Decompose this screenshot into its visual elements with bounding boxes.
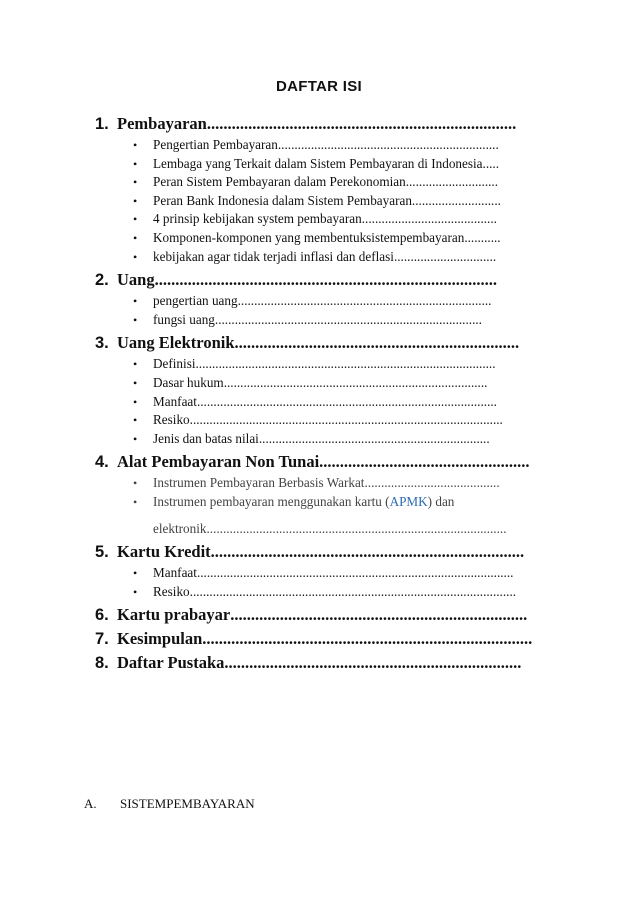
bullet-icon: • (133, 212, 138, 227)
toc-subitem-label: kebijakan agar tidak terjadi inflasi dan deflasi (153, 248, 394, 264)
toc-leader-dots: ................................................................................................ (196, 565, 514, 581)
bullet-icon: • (133, 138, 138, 152)
toc-subitem-label: Lembaga yang Terkait dalam Sistem Pembayaran di Indonesia (153, 155, 483, 171)
toc-subitem[interactable] (95, 229, 565, 248)
toc-leader-dots: ........................................................................ (230, 605, 528, 625)
toc-subitem[interactable] (95, 155, 565, 174)
footer-text: SISTEMPEMBAYARAN (120, 796, 255, 811)
toc-subitem-label: Manfaat (153, 565, 197, 581)
bullet-icon: • (133, 413, 138, 428)
toc-subitem-label: 4 prinsip kebijakan system pembayaran (153, 211, 362, 227)
toc-subitem-label: Peran Bank Indonesia dalam Sistem Pembayaran (153, 192, 412, 208)
toc-leader-dots: ................................................................................... (154, 270, 497, 290)
toc-section-label: Kesimpulan (117, 629, 203, 649)
toc-subitem[interactable] (95, 374, 565, 393)
toc-leader-dots: ........................... (411, 192, 501, 208)
apmk-link[interactable]: APMK (389, 493, 428, 509)
toc-leader-dots: ........................................................................................... (195, 356, 496, 372)
toc-subitem[interactable] (95, 474, 565, 493)
toc-leader-dots: ........................................................................................... (206, 520, 507, 536)
toc-leader-dots: ........... (464, 229, 501, 245)
bullet-icon: • (133, 249, 138, 264)
toc-subitem[interactable] (95, 583, 565, 602)
toc-section-number: 7. (95, 630, 109, 649)
bullet-icon: • (133, 494, 138, 509)
toc-leader-dots: ................................................................... (277, 137, 499, 152)
toc-section-label: Pembayaran (117, 114, 207, 133)
toc-leader-dots: ..... (482, 155, 500, 171)
toc-subitem[interactable] (95, 430, 565, 449)
toc-section-4[interactable] (95, 452, 565, 472)
toc-section-label: Uang Elektronik (117, 333, 235, 353)
toc-subitem[interactable] (95, 493, 565, 512)
bullet-icon: • (133, 193, 138, 208)
footer-letter: A. (84, 796, 97, 811)
toc-leader-dots: ............................................................................. (237, 293, 492, 309)
toc-section-1[interactable] (95, 114, 565, 134)
bullet-icon: • (133, 566, 138, 581)
toc-subitem-label: fungsi uang (153, 311, 215, 327)
toc-leader-dots: ................................................... (319, 452, 530, 472)
section-heading-footer (84, 796, 255, 812)
toc-leader-dots: ............................... (393, 248, 497, 264)
toc-section-number: 2. (95, 271, 109, 290)
bullet-icon: • (133, 375, 138, 390)
toc-leader-dots: ........................................................................................... (196, 393, 497, 409)
toc-subitem-label: Komponen-komponen yang membentuksistempembayaran (153, 229, 465, 245)
toc-subitem-label: Manfaat (153, 393, 197, 409)
toc-leader-dots: ............................................................................ (210, 542, 525, 562)
toc-subitem-label: elektronik (153, 520, 207, 536)
toc-subitem[interactable] (95, 292, 565, 311)
bullet-icon: • (133, 584, 138, 599)
toc-subitem-label: Definisi (153, 356, 196, 372)
bullet-icon: • (133, 156, 138, 171)
toc-section-number: 8. (95, 654, 109, 673)
toc-section-7[interactable] (95, 629, 565, 649)
toc-leader-dots: ............................ (405, 174, 499, 190)
toc-subitem-label: Jenis dan batas nilai (153, 430, 259, 446)
bullet-icon: • (133, 431, 138, 446)
toc-subitem-label: Resiko (153, 412, 190, 428)
toc-subitem[interactable] (95, 210, 565, 229)
toc-subitem-label: Peran Sistem Pembayaran dalam Perekonomian (153, 174, 406, 190)
bullet-icon: • (133, 294, 138, 309)
toc-subitem-label: Instrumen Pembayaran Berbasis Warkat (153, 475, 365, 491)
toc-subitem[interactable] (95, 393, 565, 412)
toc-subitem[interactable] (95, 411, 565, 430)
toc-subitem[interactable] (95, 136, 565, 155)
toc-section-label: Uang (117, 270, 155, 290)
toc-leader-dots: ................................................................................................... (189, 583, 517, 599)
bullet-icon: • (133, 394, 138, 409)
toc-section-5[interactable] (95, 542, 565, 562)
toc-section-number: 3. (95, 334, 109, 353)
toc-subitem-label: Instrumen pembayaran menggunakan kartu ( (153, 493, 390, 509)
toc-section-number: 6. (95, 606, 109, 625)
bullet-icon: • (133, 476, 138, 491)
toc-section-label: Kartu Kredit (117, 542, 211, 562)
toc-section-label: Daftar Pustaka (117, 653, 225, 673)
toc-leader-dots: ................................................................................ (223, 374, 488, 390)
toc-subitem-label-tail: ) dan (427, 493, 455, 509)
toc-leader-dots: ........................................................................... (206, 114, 517, 133)
toc-subitem-label: Dasar hukum (153, 374, 224, 390)
toc-section-2[interactable] (95, 270, 565, 290)
toc-subitem[interactable] (95, 248, 565, 267)
toc-subitem-label: Resiko (153, 583, 190, 599)
toc-subitem[interactable] (95, 355, 565, 374)
toc-leader-dots: ................................................................................ (202, 629, 533, 649)
toc-section-number: 5. (95, 543, 109, 562)
toc-subitem[interactable] (95, 311, 565, 330)
page-title: DAFTAR ISI (275, 78, 363, 95)
toc-subitem[interactable] (95, 564, 565, 583)
toc-subitem[interactable] (95, 173, 565, 192)
toc-section-3[interactable] (95, 333, 565, 353)
toc-subitem-continuation[interactable] (95, 520, 565, 539)
toc-leader-dots: ...................................................................... (258, 430, 490, 446)
bullet-icon: • (133, 175, 138, 190)
bullet-icon: • (133, 357, 138, 372)
toc-leader-dots: ............................................................................................... (189, 412, 503, 428)
toc-leader-dots: ................................................................................. (214, 311, 482, 327)
bullet-icon: • (133, 312, 138, 327)
bullet-icon: • (133, 230, 138, 245)
toc-subitem[interactable] (95, 192, 565, 211)
toc-section-number: 4. (95, 453, 109, 472)
toc-section-number: 1. (95, 115, 109, 133)
toc-section-label: Kartu prabayar (117, 605, 231, 625)
toc-leader-dots: ..................................................................... (234, 333, 520, 353)
toc-section-label: Alat Pembayaran Non Tunai (117, 452, 320, 472)
toc-section-8[interactable] (95, 653, 565, 673)
toc-section-6[interactable] (95, 605, 565, 625)
toc-leader-dots: ......................................... (361, 211, 497, 227)
toc-subitem-label: Pengertian Pembayaran (153, 137, 278, 152)
toc-leader-dots: ......................................... (364, 475, 500, 491)
table-of-contents (95, 110, 565, 673)
toc-leader-dots: ........................................................................ (224, 653, 522, 673)
toc-subitem-label: pengertian uang (153, 293, 238, 309)
